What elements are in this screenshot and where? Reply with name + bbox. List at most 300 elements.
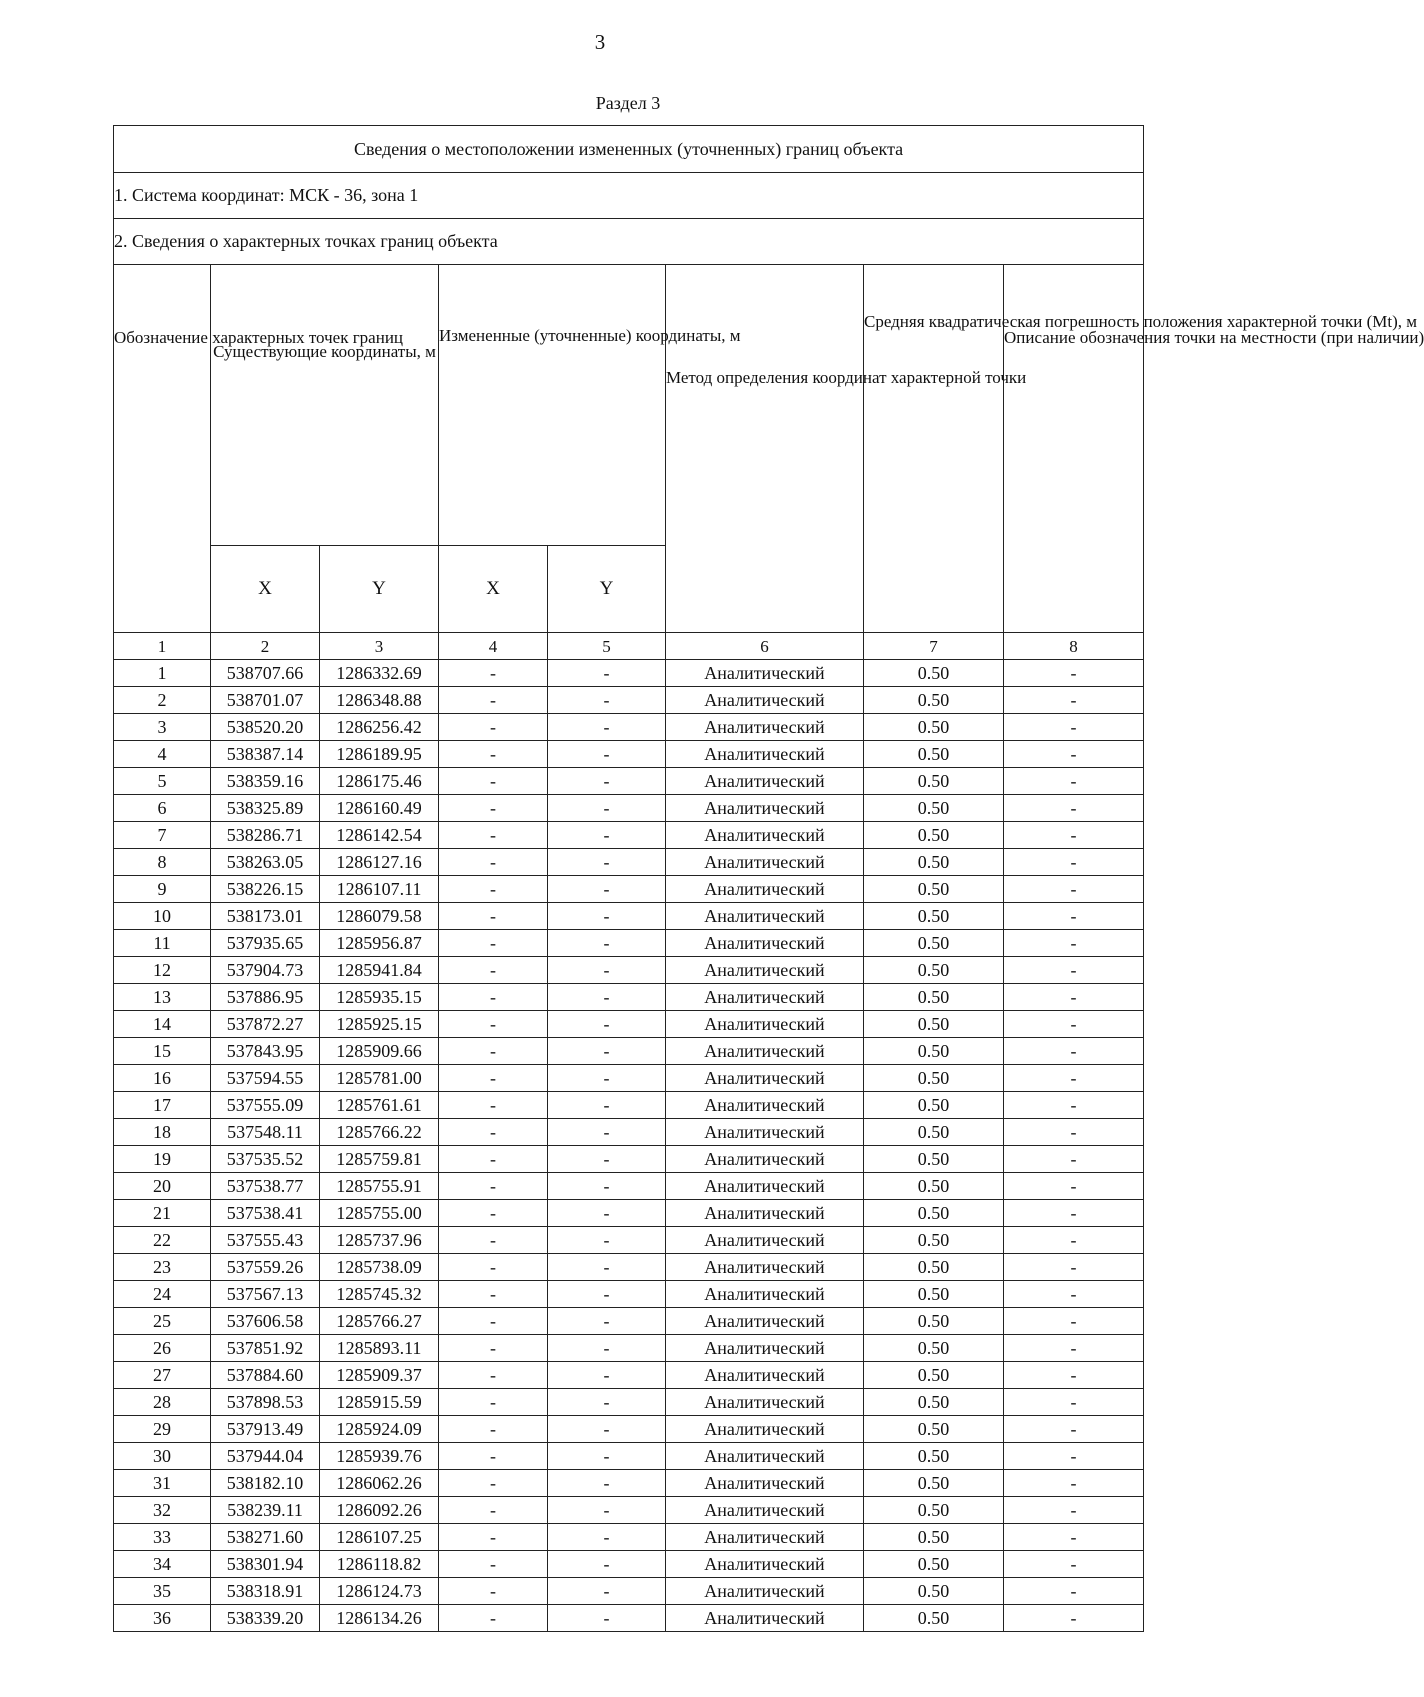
cell-existing-x: 537538.41 (211, 1200, 320, 1227)
cell-existing-y: 1286127.16 (320, 849, 439, 876)
cell-changed-y: - (548, 1389, 666, 1416)
header-point-designation: Обозначение характерных точек границ (114, 265, 211, 633)
cell-method: Аналитический (666, 930, 864, 957)
cell-description: - (1004, 1605, 1144, 1632)
cell-changed-y: - (548, 1092, 666, 1119)
cell-existing-y: 1285781.00 (320, 1065, 439, 1092)
table-row (114, 984, 1144, 1011)
cell-existing-y: 1285925.15 (320, 1011, 439, 1038)
cell-point-number: 2 (114, 687, 211, 714)
cell-changed-x: - (439, 741, 548, 768)
cell-mean-error: 0.50 (864, 687, 1004, 714)
cell-point-number: 34 (114, 1551, 211, 1578)
cell-mean-error: 0.50 (864, 1335, 1004, 1362)
table-row (114, 1551, 1144, 1578)
cell-changed-y: - (548, 1200, 666, 1227)
cell-existing-y: 1285935.15 (320, 984, 439, 1011)
cell-changed-x: - (439, 1443, 548, 1470)
cell-existing-y: 1286118.82 (320, 1551, 439, 1578)
cell-changed-y: - (548, 1038, 666, 1065)
cell-existing-x: 538707.66 (211, 660, 320, 687)
cell-mean-error: 0.50 (864, 1416, 1004, 1443)
cell-point-number: 15 (114, 1038, 211, 1065)
cell-changed-x: - (439, 903, 548, 930)
cell-point-number: 5 (114, 768, 211, 795)
cell-existing-x: 537555.43 (211, 1227, 320, 1254)
cell-method: Аналитический (666, 1389, 864, 1416)
cell-point-number: 28 (114, 1389, 211, 1416)
header-existing-y: Y (320, 546, 439, 633)
cell-description: - (1004, 957, 1144, 984)
cell-point-number: 32 (114, 1497, 211, 1524)
cell-method: Аналитический (666, 1551, 864, 1578)
cell-existing-y: 1286134.26 (320, 1605, 439, 1632)
cell-method: Аналитический (666, 822, 864, 849)
column-numbers-row (114, 633, 1144, 660)
cell-method: Аналитический (666, 768, 864, 795)
cell-changed-y: - (548, 1227, 666, 1254)
cell-changed-x: - (439, 1227, 548, 1254)
cell-point-number: 31 (114, 1470, 211, 1497)
table-row (114, 1389, 1144, 1416)
cell-changed-x: - (439, 687, 548, 714)
cell-changed-x: - (439, 768, 548, 795)
cell-changed-x: - (439, 1524, 548, 1551)
cell-changed-y: - (548, 1605, 666, 1632)
cell-point-number: 30 (114, 1443, 211, 1470)
cell-mean-error: 0.50 (864, 1470, 1004, 1497)
cell-mean-error: 0.50 (864, 1254, 1004, 1281)
cell-existing-x: 537535.52 (211, 1146, 320, 1173)
cell-mean-error: 0.50 (864, 930, 1004, 957)
column-number: 6 (666, 633, 864, 660)
cell-method: Аналитический (666, 1173, 864, 1200)
cell-existing-x: 538182.10 (211, 1470, 320, 1497)
boundary-points-table (113, 125, 1424, 1632)
header-existing-coords: Существующие координаты, м (211, 265, 439, 546)
cell-description: - (1004, 876, 1144, 903)
cell-existing-y: 1286348.88 (320, 687, 439, 714)
cell-existing-y: 1286256.42 (320, 714, 439, 741)
cell-existing-y: 1285761.61 (320, 1092, 439, 1119)
cell-changed-y: - (548, 1416, 666, 1443)
cell-changed-y: - (548, 1470, 666, 1497)
cell-description: - (1004, 1443, 1144, 1470)
cell-changed-x: - (439, 1146, 548, 1173)
cell-changed-x: - (439, 795, 548, 822)
cell-mean-error: 0.50 (864, 1011, 1004, 1038)
cell-changed-x: - (439, 1011, 548, 1038)
cell-mean-error: 0.50 (864, 1281, 1004, 1308)
cell-changed-x: - (439, 1119, 548, 1146)
cell-mean-error: 0.50 (864, 957, 1004, 984)
cell-changed-y: - (548, 957, 666, 984)
cell-existing-x: 537886.95 (211, 984, 320, 1011)
cell-changed-y: - (548, 903, 666, 930)
cell-changed-y: - (548, 795, 666, 822)
header-description: Описание обозначения точки на местности (при наличии) (1004, 265, 1144, 633)
cell-existing-y: 1285759.81 (320, 1146, 439, 1173)
header-existing-x: X (211, 546, 320, 633)
cell-description: - (1004, 1308, 1144, 1335)
cell-point-number: 17 (114, 1092, 211, 1119)
cell-existing-y: 1285939.76 (320, 1443, 439, 1470)
cell-method: Аналитический (666, 957, 864, 984)
cell-description: - (1004, 1335, 1144, 1362)
table-row (114, 1281, 1144, 1308)
cell-method: Аналитический (666, 849, 864, 876)
cell-description: - (1004, 768, 1144, 795)
section-title: Раздел 3 (595, 93, 661, 113)
cell-method: Аналитический (666, 1119, 864, 1146)
cell-changed-y: - (548, 1443, 666, 1470)
table-row (114, 1470, 1144, 1497)
cell-existing-x: 537559.26 (211, 1254, 320, 1281)
table-row (114, 660, 1144, 687)
cell-description: - (1004, 930, 1144, 957)
header-changed-coords: Измененные (уточненные) координаты, м (439, 265, 666, 546)
cell-changed-x: - (439, 1335, 548, 1362)
cell-changed-x: - (439, 1362, 548, 1389)
table-row (114, 1173, 1144, 1200)
cell-method: Аналитический (666, 795, 864, 822)
table-title: Сведения о местоположении измененных (уточненных) границ объекта (114, 126, 1144, 173)
cell-changed-y: - (548, 1362, 666, 1389)
cell-existing-y: 1285737.96 (320, 1227, 439, 1254)
header-mean-error: Средняя квадратическая погрешность положения характерной точки (Mt), м (864, 265, 1004, 633)
cell-method: Аналитический (666, 1200, 864, 1227)
cell-existing-y: 1285941.84 (320, 957, 439, 984)
cell-mean-error: 0.50 (864, 903, 1004, 930)
cell-description: - (1004, 714, 1144, 741)
cell-method: Аналитический (666, 1146, 864, 1173)
cell-existing-x: 538263.05 (211, 849, 320, 876)
cell-existing-y: 1286079.58 (320, 903, 439, 930)
cell-changed-x: - (439, 1200, 548, 1227)
table-row (114, 1362, 1144, 1389)
cell-description: - (1004, 903, 1144, 930)
table-row (114, 930, 1144, 957)
cell-description: - (1004, 660, 1144, 687)
cell-description: - (1004, 1416, 1144, 1443)
cell-existing-x: 537851.92 (211, 1335, 320, 1362)
cell-point-number: 23 (114, 1254, 211, 1281)
cell-changed-y: - (548, 1335, 666, 1362)
cell-changed-x: - (439, 1065, 548, 1092)
cell-existing-y: 1286062.26 (320, 1470, 439, 1497)
cell-existing-y: 1285738.09 (320, 1254, 439, 1281)
cell-existing-y: 1286092.26 (320, 1497, 439, 1524)
cell-method: Аналитический (666, 1335, 864, 1362)
cell-method: Аналитический (666, 714, 864, 741)
cell-mean-error: 0.50 (864, 795, 1004, 822)
cell-existing-x: 537548.11 (211, 1119, 320, 1146)
cell-description: - (1004, 1254, 1144, 1281)
cell-point-number: 36 (114, 1605, 211, 1632)
table-row (114, 1092, 1144, 1119)
cell-mean-error: 0.50 (864, 1146, 1004, 1173)
table-row (114, 1524, 1144, 1551)
cell-method: Аналитический (666, 1362, 864, 1389)
cell-point-number: 12 (114, 957, 211, 984)
cell-description: - (1004, 1551, 1144, 1578)
cell-method: Аналитический (666, 1065, 864, 1092)
cell-method: Аналитический (666, 876, 864, 903)
table-row (114, 1011, 1144, 1038)
cell-existing-y: 1286124.73 (320, 1578, 439, 1605)
cell-point-number: 33 (114, 1524, 211, 1551)
cell-existing-y: 1285909.66 (320, 1038, 439, 1065)
column-number: 3 (320, 633, 439, 660)
table-row (114, 903, 1144, 930)
cell-changed-x: - (439, 714, 548, 741)
cell-description: - (1004, 1173, 1144, 1200)
cell-mean-error: 0.50 (864, 1551, 1004, 1578)
cell-changed-x: - (439, 1551, 548, 1578)
cell-mean-error: 0.50 (864, 1362, 1004, 1389)
table-row (114, 1065, 1144, 1092)
table-row (114, 1497, 1144, 1524)
cell-mean-error: 0.50 (864, 660, 1004, 687)
cell-changed-x: - (439, 1497, 548, 1524)
cell-changed-x: - (439, 1173, 548, 1200)
cell-method: Аналитический (666, 660, 864, 687)
table-row (114, 1146, 1144, 1173)
cell-method: Аналитический (666, 1497, 864, 1524)
cell-method: Аналитический (666, 1605, 864, 1632)
table-row (114, 1416, 1144, 1443)
cell-changed-y: - (548, 1551, 666, 1578)
header-method: Метод определения координат характерной точки (666, 265, 864, 633)
cell-existing-y: 1286107.11 (320, 876, 439, 903)
cell-existing-x: 538318.91 (211, 1578, 320, 1605)
cell-method: Аналитический (666, 1416, 864, 1443)
cell-changed-y: - (548, 741, 666, 768)
cell-description: - (1004, 1578, 1144, 1605)
table-row (114, 1254, 1144, 1281)
cell-mean-error: 0.50 (864, 1173, 1004, 1200)
cell-changed-x: - (439, 1416, 548, 1443)
cell-description: - (1004, 1281, 1144, 1308)
table-row (114, 1578, 1144, 1605)
cell-existing-x: 538701.07 (211, 687, 320, 714)
cell-method: Аналитический (666, 1281, 864, 1308)
cell-point-number: 35 (114, 1578, 211, 1605)
cell-mean-error: 0.50 (864, 849, 1004, 876)
cell-mean-error: 0.50 (864, 768, 1004, 795)
cell-existing-x: 537884.60 (211, 1362, 320, 1389)
cell-mean-error: 0.50 (864, 1200, 1004, 1227)
cell-description: - (1004, 1524, 1144, 1551)
cell-changed-y: - (548, 1578, 666, 1605)
cell-changed-x: - (439, 1092, 548, 1119)
cell-method: Аналитический (666, 1254, 864, 1281)
cell-changed-y: - (548, 1254, 666, 1281)
cell-method: Аналитический (666, 1038, 864, 1065)
cell-mean-error: 0.50 (864, 1308, 1004, 1335)
cell-existing-y: 1286189.95 (320, 741, 439, 768)
cell-existing-x: 537567.13 (211, 1281, 320, 1308)
cell-description: - (1004, 1119, 1144, 1146)
cell-existing-y: 1285766.27 (320, 1308, 439, 1335)
table-row (114, 822, 1144, 849)
cell-existing-y: 1285915.59 (320, 1389, 439, 1416)
cell-changed-y: - (548, 1524, 666, 1551)
cell-changed-y: - (548, 1308, 666, 1335)
cell-mean-error: 0.50 (864, 1065, 1004, 1092)
cell-mean-error: 0.50 (864, 1578, 1004, 1605)
table-row (114, 1605, 1144, 1632)
cell-existing-x: 538239.11 (211, 1497, 320, 1524)
cell-existing-x: 537944.04 (211, 1443, 320, 1470)
cell-description: - (1004, 1092, 1144, 1119)
cell-point-number: 18 (114, 1119, 211, 1146)
cell-existing-x: 538173.01 (211, 903, 320, 930)
cell-description: - (1004, 795, 1144, 822)
cell-existing-x: 538226.15 (211, 876, 320, 903)
cell-description: - (1004, 1200, 1144, 1227)
cell-changed-y: - (548, 687, 666, 714)
cell-changed-x: - (439, 957, 548, 984)
cell-existing-y: 1285755.91 (320, 1173, 439, 1200)
cell-changed-y: - (548, 714, 666, 741)
table-row (114, 1308, 1144, 1335)
cell-mean-error: 0.50 (864, 1092, 1004, 1119)
cell-existing-x: 537872.27 (211, 1011, 320, 1038)
cell-existing-y: 1285956.87 (320, 930, 439, 957)
cell-description: - (1004, 1011, 1144, 1038)
cell-point-number: 21 (114, 1200, 211, 1227)
cell-method: Аналитический (666, 903, 864, 930)
cell-existing-y: 1286175.46 (320, 768, 439, 795)
page-number: 3 (594, 30, 606, 54)
cell-existing-x: 538387.14 (211, 741, 320, 768)
cell-existing-x: 538359.16 (211, 768, 320, 795)
cell-existing-x: 537843.95 (211, 1038, 320, 1065)
cell-changed-y: - (548, 930, 666, 957)
header-changed-x: X (439, 546, 548, 633)
cell-method: Аналитический (666, 1524, 864, 1551)
cell-existing-x: 538339.20 (211, 1605, 320, 1632)
cell-existing-y: 1285745.32 (320, 1281, 439, 1308)
cell-changed-y: - (548, 984, 666, 1011)
cell-changed-x: - (439, 1254, 548, 1281)
cell-existing-y: 1286142.54 (320, 822, 439, 849)
cell-changed-x: - (439, 1281, 548, 1308)
cell-existing-y: 1285766.22 (320, 1119, 439, 1146)
cell-changed-x: - (439, 1038, 548, 1065)
table-row (114, 957, 1144, 984)
table-row (114, 1335, 1144, 1362)
cell-point-number: 3 (114, 714, 211, 741)
cell-mean-error: 0.50 (864, 876, 1004, 903)
cell-description: - (1004, 1038, 1144, 1065)
cell-description: - (1004, 1146, 1144, 1173)
cell-mean-error: 0.50 (864, 1119, 1004, 1146)
cell-point-number: 14 (114, 1011, 211, 1038)
cell-mean-error: 0.50 (864, 1389, 1004, 1416)
cell-mean-error: 0.50 (864, 1227, 1004, 1254)
cell-changed-x: - (439, 1389, 548, 1416)
cell-method: Аналитический (666, 741, 864, 768)
cell-changed-y: - (548, 849, 666, 876)
cell-point-number: 10 (114, 903, 211, 930)
cell-changed-x: - (439, 1578, 548, 1605)
cell-description: - (1004, 1389, 1144, 1416)
cell-method: Аналитический (666, 687, 864, 714)
cell-point-number: 20 (114, 1173, 211, 1200)
table-row (114, 1227, 1144, 1254)
cell-existing-x: 537904.73 (211, 957, 320, 984)
column-number: 8 (1004, 633, 1144, 660)
cell-existing-y: 1285755.00 (320, 1200, 439, 1227)
cell-changed-y: - (548, 1146, 666, 1173)
cell-changed-x: - (439, 660, 548, 687)
cell-description: - (1004, 741, 1144, 768)
column-number: 4 (439, 633, 548, 660)
header-changed-y: Y (548, 546, 666, 633)
cell-point-number: 6 (114, 795, 211, 822)
cell-mean-error: 0.50 (864, 1497, 1004, 1524)
cell-changed-x: - (439, 822, 548, 849)
cell-point-number: 4 (114, 741, 211, 768)
cell-changed-y: - (548, 768, 666, 795)
cell-changed-y: - (548, 1065, 666, 1092)
cell-changed-x: - (439, 1308, 548, 1335)
cell-point-number: 8 (114, 849, 211, 876)
cell-changed-y: - (548, 1173, 666, 1200)
cell-existing-y: 1285924.09 (320, 1416, 439, 1443)
cell-point-number: 24 (114, 1281, 211, 1308)
cell-description: - (1004, 1065, 1144, 1092)
table-row (114, 849, 1144, 876)
cell-changed-y: - (548, 1497, 666, 1524)
cell-changed-x: - (439, 930, 548, 957)
cell-description: - (1004, 1470, 1144, 1497)
cell-existing-y: 1285909.37 (320, 1362, 439, 1389)
table-row (114, 741, 1144, 768)
cell-description: - (1004, 1227, 1144, 1254)
cell-description: - (1004, 1362, 1144, 1389)
cell-changed-x: - (439, 876, 548, 903)
column-number: 1 (114, 633, 211, 660)
cell-changed-x: - (439, 984, 548, 1011)
coord-system-line: 1. Система координат: МСК - 36, зона 1 (114, 173, 1144, 219)
cell-point-number: 9 (114, 876, 211, 903)
cell-existing-x: 538325.89 (211, 795, 320, 822)
table-row (114, 1038, 1144, 1065)
column-number: 2 (211, 633, 320, 660)
cell-existing-x: 537935.65 (211, 930, 320, 957)
cell-changed-x: - (439, 1605, 548, 1632)
cell-description: - (1004, 822, 1144, 849)
cell-existing-y: 1286332.69 (320, 660, 439, 687)
cell-point-number: 27 (114, 1362, 211, 1389)
cell-point-number: 1 (114, 660, 211, 687)
cell-method: Аналитический (666, 1011, 864, 1038)
cell-existing-y: 1285893.11 (320, 1335, 439, 1362)
cell-point-number: 25 (114, 1308, 211, 1335)
cell-point-number: 26 (114, 1335, 211, 1362)
cell-changed-x: - (439, 849, 548, 876)
cell-mean-error: 0.50 (864, 1524, 1004, 1551)
cell-existing-x: 537555.09 (211, 1092, 320, 1119)
table-row (114, 795, 1144, 822)
cell-description: - (1004, 687, 1144, 714)
cell-method: Аналитический (666, 1470, 864, 1497)
cell-point-number: 19 (114, 1146, 211, 1173)
cell-existing-y: 1286160.49 (320, 795, 439, 822)
